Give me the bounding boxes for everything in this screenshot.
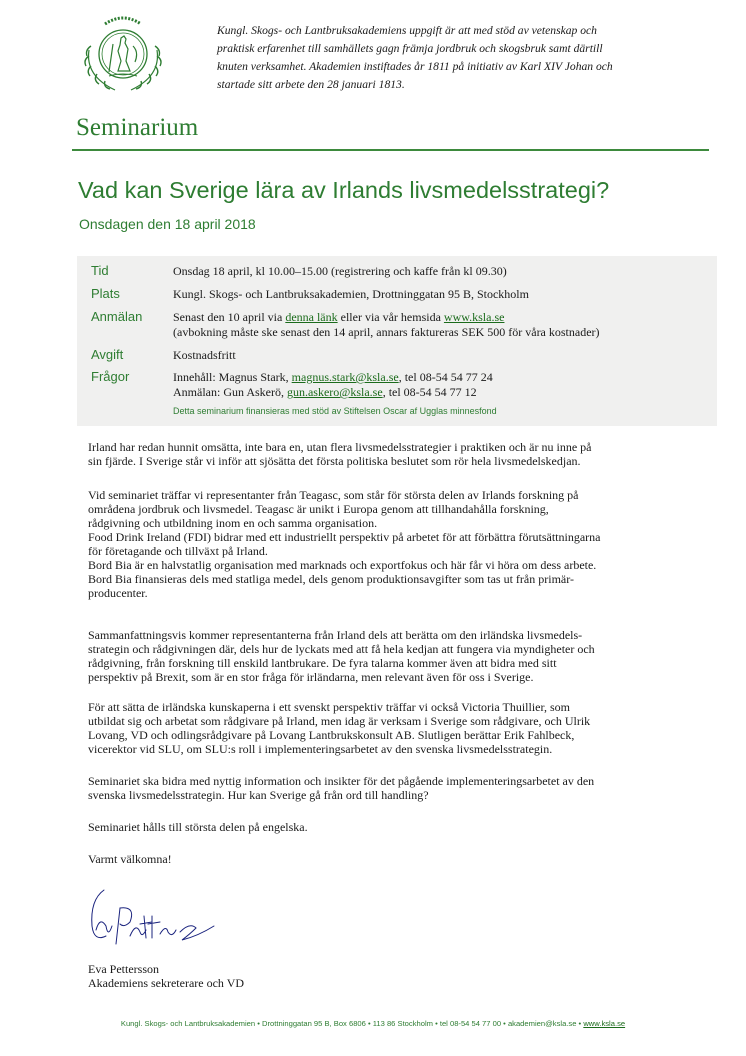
info-label-avgift: Avgift [91,347,124,362]
academy-intro-text [217,22,707,94]
intro-line: praktisk erfarenhet till samhällets gagn främja jordbruk och skogsbruk samt därtill [217,42,603,55]
section-title: Seminarium [76,114,199,141]
text: , tel 08-54 54 77 12 [382,385,477,399]
text-line: svenska livsmedelsstrategin. Hur kan Sverige gå från ord till handling? [88,788,429,802]
paragraph [88,852,172,866]
footer-website-link[interactable]: www.ksla.se [583,1019,626,1028]
text-line: Irland har redan hunnit omsätta, inte bara en, utan flera livsmedelsstrategier i praktiken och är nu inne på [88,440,592,454]
text-line: Bord Bia finansieras dels med statliga medel, dels genom produktionsavgifter som tas ut från primär- [88,572,574,586]
paragraph [88,820,308,834]
text: eller via vår hemsida [337,310,444,324]
text-line: rådgivning, från forskning till enskild lantbrukare. De fyra talarna kommer även att bidra med sitt [88,656,557,670]
info-value-fragor [173,370,493,400]
page-title: Vad kan Sverige lära av Irlands livsmedelsstrategi? [78,177,610,203]
text: Senast den 10 april via [173,310,286,324]
event-date: Onsdagen den 18 april 2018 [79,216,256,232]
paragraph [88,488,601,600]
signatory-name: Eva Pettersson [88,962,159,976]
info-value-avgift: Kostnadsfritt [173,348,236,362]
info-label-fragor: Frågor [91,369,130,384]
paragraph [88,700,590,756]
email-link-magnus[interactable]: magnus.stark@ksla.se [291,370,399,384]
page-footer [0,1019,746,1028]
text-line: Varmt välkomna! [88,852,172,866]
paragraph [88,628,595,684]
text-line: perspektiv på Brexit, som är en stor fråga för irländarna, men relevant även för oss i Sverige. [88,670,534,684]
handwritten-signature [86,886,216,956]
text-line: sin fjärde. I Sverige står vi inför att sjösätta det första politiska beslutet som rör hela livsmedelskedjan. [88,454,581,468]
event-info-box [77,256,717,426]
info-label-tid: Tid [91,263,109,278]
text-line: strategin och rådgivningen där, dels hur de lyckats med att få hela kedjan att fungera via myndigheter och [88,642,595,656]
paragraph [88,440,591,468]
text-line: utbildat sig och arbetat som rådgivare på Irland, men idag är verksam i Sverige som rådgivare, och Ulrik [88,714,591,728]
text-line: Vid seminariet träffar vi representanter från Teagasc, som står för största delen av Irlands forskning på [88,488,579,502]
funding-note: Detta seminarium finansieras med stöd av Stiftelsen Oscar af Ugglas minnesfond [173,406,497,416]
text-line: Seminariet hålls till största delen på engelska. [88,820,308,834]
text-line: Sammanfattningsvis kommer representanterna från Irland dels att berätta om den irländska livsmedels- [88,628,583,642]
text-line: områdena jordbruk och livsmedel. Teagasc är unikt i Europa genom att tillhandahålla forskning, [88,502,549,516]
text-line: för företagande och tillväxt på Irland. [88,544,268,558]
text: Anmälan: Gun Askerö, [173,385,287,399]
text-line: Food Drink Ireland (FDI) bidrar med ett industriellt perspektiv på arbetet för att förbättra förutsättningarna [88,530,601,544]
text-line: rådgivning och utbildning inom en och samma organisation. [88,516,378,530]
intro-line: Kungl. Skogs- och Lantbruksakademiens uppgift är att med stöd av vetenskap och [217,24,597,37]
text-line: producenter. [88,586,148,600]
title-divider [72,149,709,151]
text-line: vicerektor vid SLU, om SLU:s roll i implementeringsarbetet av den svenska livsmedelsstrategin. [88,742,553,756]
info-label-anmalan: Anmälan [91,309,143,324]
paragraph [88,774,594,802]
website-link[interactable]: www.ksla.se [443,310,505,324]
footer-contact: Kungl. Skogs- och Lantbruksakademien • Drottninggatan 95 B, Box 6806 • 113 86 Stockholm • tel 08-54 54 77 00 • akademien@ksla.se • [120,1019,584,1028]
email-link-gun[interactable]: gun.askero@ksla.se [286,385,383,399]
registration-link[interactable]: denna länk [285,310,338,324]
info-label-plats: Plats [91,286,120,301]
info-value-anmalan [173,310,600,340]
intro-line: knuten verksamhet. Akademien instiftades år 1811 på initiativ av Karl XIV Johan och [217,60,613,73]
info-value-tid: Onsdag 18 april, kl 10.00–15.00 (registrering och kaffe från kl 09.30) [173,264,507,278]
intro-line: startade sitt arbete den 28 januari 1813. [217,78,405,91]
text: , tel 08-54 54 77 24 [398,370,493,384]
info-value-plats: Kungl. Skogs- och Lantbruksakademien, Drottninggatan 95 B, Stockholm [173,287,529,301]
text-line: För att sätta de irländska kunskaperna i ett svenskt perspektiv träffar vi också Victoria Thuillier, som [88,700,571,714]
academy-seal-icon [75,10,171,96]
text-line: Lovang, VD och odlingsrådgivare på Lovang Lantbrukskonsult AB. Slutligen berättar Erik Fahlbeck, [88,728,575,742]
signatory-title: Akademiens sekreterare och VD [88,976,245,990]
text: Innehåll: Magnus Stark, [173,370,292,384]
cancellation-note: (avbokning måste ske senast den 14 april, annars faktureras SEK 500 för våra kostnader) [173,325,600,339]
text-line: Bord Bia är en halvstatlig organisation med marknads och exportfokus och här får vi höra om dess arbete. [88,558,597,572]
text-line: Seminariet ska bidra med nyttig information och insikter för det pågående implementeringsarbetet av den [88,774,595,788]
